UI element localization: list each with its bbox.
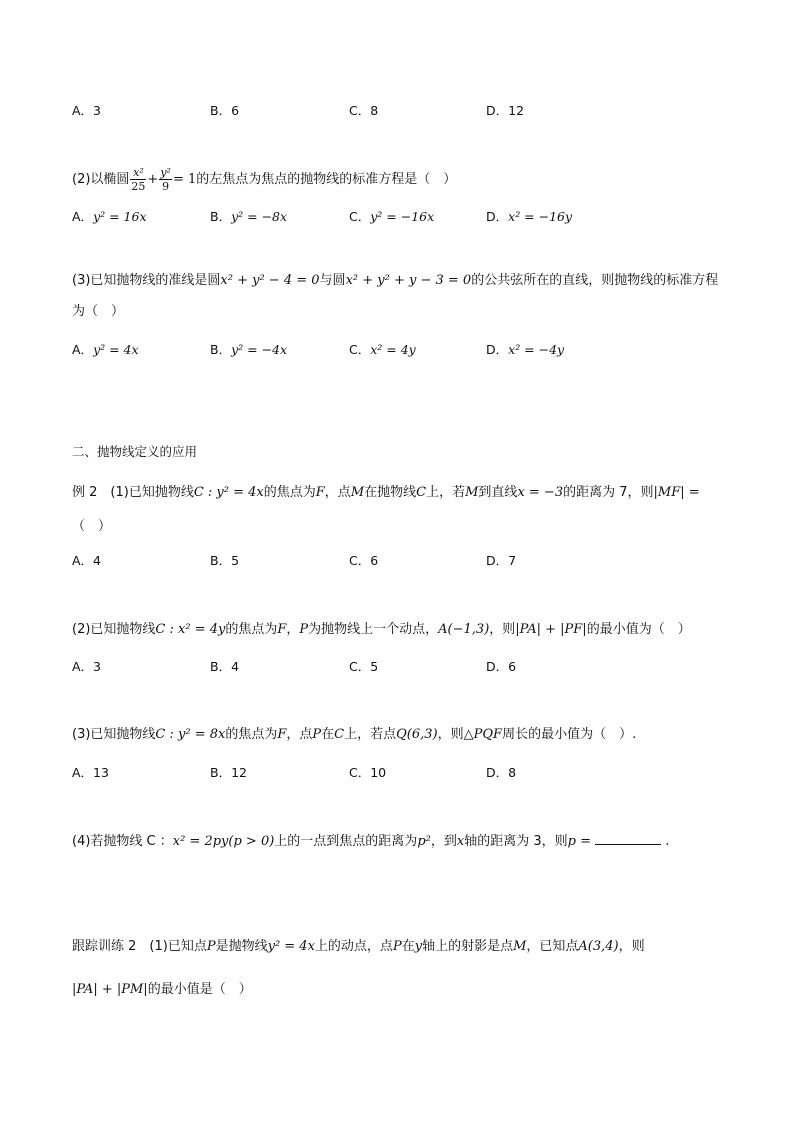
- option-c: C．6: [349, 553, 379, 568]
- example2-q1-line1: 例 2 (1)已知抛物线C : y² = 4x的焦点为F，点M在抛物线C上，若M到直线x = −3的距离为 7，则|MF| =: [72, 485, 700, 500]
- prev-question-options: [72, 101, 632, 121]
- example2-q1-options: [72, 551, 632, 571]
- practice2-line1: 跟踪训练 2 (1)已知点P是抛物线y² = 4x上的动点，点P在y轴上的射影是点M，已知点A(3,4)，则: [72, 939, 645, 954]
- option-d: D．6: [486, 659, 517, 674]
- option-a: A．3: [72, 659, 102, 674]
- example2-q1-line2: （ ）: [72, 519, 112, 534]
- question-directrix-options: [72, 340, 632, 360]
- example2-q3: (3)已知抛物线C : y² = 8x的焦点为F，点P在C上，若点Q(6,3)，则△PQF周长的最小值为（ ）.: [72, 727, 637, 742]
- question-directrix-line1: (3)已知抛物线的准线是圆x² + y² − 4 = 0与圆x² + y² + y − 3 = 0的公共弦所在的直线，则抛物线的标准方程: [72, 273, 719, 288]
- answer-blank[interactable]: [595, 832, 661, 845]
- question-ellipse-options: [72, 207, 632, 227]
- section-title: 二、抛物线定义的应用: [72, 444, 198, 459]
- option-d: D．8: [486, 765, 517, 780]
- practice2-line2: |PA| + |PM|的最小值是（ ）: [72, 982, 252, 997]
- example2-q3-options: [72, 763, 632, 783]
- option-a: A．4: [72, 553, 102, 568]
- example2-q2: (2)已知抛物线C : x² = 4y的焦点为F，P为抛物线上一个动点，A(−1,3)，则|PA| + |PF|的最小值为（ ）: [72, 622, 691, 637]
- question-ellipse-focus: (2)以椭圆 $\frac{\text{x²}}{25}$ + $\frac{\text{y²}}{9}$ = 1的左焦点为焦点的抛物线的标准方程是（ ）: [72, 166, 457, 193]
- option-d: D．7: [486, 553, 517, 568]
- fraction-x2-25: $\frac{\text{x²}}{25}$: [131, 166, 146, 193]
- option-c: C．10: [349, 765, 387, 780]
- option-d: D．12: [486, 103, 525, 118]
- option-d: D．x² = −16y: [486, 209, 573, 224]
- option-b: B．6: [210, 103, 240, 118]
- option-b: B．12: [210, 765, 247, 780]
- option-b: B．y² = −8x: [210, 209, 288, 224]
- question-text: (2)以椭圆: [72, 172, 130, 187]
- question-directrix-line2: 为（ ）: [72, 304, 125, 319]
- option-a: A．y² = 16x: [72, 209, 147, 224]
- option-b: B．5: [210, 553, 240, 568]
- example2-q2-options: [72, 657, 632, 677]
- example2-q4: (4)若抛物线 C ：x² = 2py(p > 0)上的一点到焦点的距离为p²，到x轴的距离为 3，则p = .: [72, 834, 670, 849]
- option-c: C．8: [349, 103, 379, 118]
- option-c: C．5: [349, 659, 379, 674]
- option-a: A．y² = 4x: [72, 342, 139, 357]
- fraction-y2-9: $\frac{\text{y²}}{9}$: [160, 166, 171, 193]
- option-a: A．13: [72, 765, 109, 780]
- option-a: A．3: [72, 103, 102, 118]
- option-c: C．x² = 4y: [349, 342, 416, 357]
- option-d: D．x² = −4y: [486, 342, 565, 357]
- option-c: C．y² = −16x: [349, 209, 435, 224]
- option-b: B．4: [210, 659, 240, 674]
- option-b: B．y² = −4x: [210, 342, 288, 357]
